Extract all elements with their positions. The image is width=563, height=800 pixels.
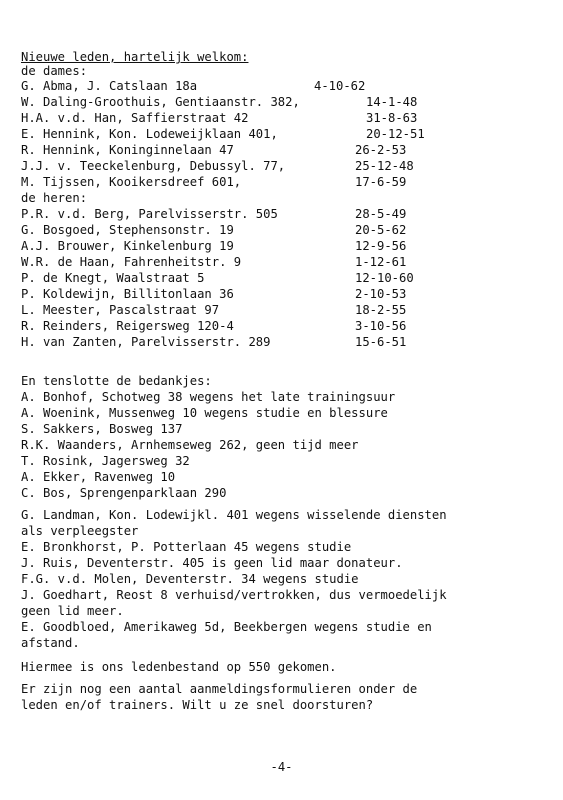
thanks-line: E. Bronkhorst, P. Potterlaan 45 wegens studie xyxy=(21,540,352,554)
member-date: 20-5-62 xyxy=(355,223,407,237)
ladies-label: de dames: xyxy=(21,64,88,78)
member-date: 18-2-55 xyxy=(355,303,407,317)
member-row xyxy=(21,95,541,109)
member-row xyxy=(21,143,541,157)
member-row xyxy=(21,159,541,173)
member-row xyxy=(21,319,541,333)
member-row xyxy=(21,79,541,93)
member-row xyxy=(21,271,541,285)
thanks-line: geen lid meer. xyxy=(21,604,124,618)
member-row xyxy=(21,175,541,189)
member-row xyxy=(21,223,541,237)
heading: Nieuwe leden, hartelijk welkom: xyxy=(21,50,249,64)
thanks-line: A. Woenink, Mussenweg 10 wegens studie en blessure xyxy=(21,406,388,420)
thanks-heading: En tenslotte de bedankjes: xyxy=(21,374,212,388)
member-row xyxy=(21,287,541,301)
closing-line: Hiermee is ons ledenbestand op 550 gekomen. xyxy=(21,660,337,674)
thanks-line: F.G. v.d. Molen, Deventerstr. 34 wegens studie xyxy=(21,572,359,586)
member-name: G. Abma, J. Catslaan 18a xyxy=(21,79,198,93)
thanks-line: E. Goodbloed, Amerikaweg 5d, Beekbergen wegens studie en xyxy=(21,620,432,634)
member-date: 17-6-59 xyxy=(355,175,407,189)
thanks-line: S. Sakkers, Bosweg 137 xyxy=(21,422,183,436)
gentlemen-label: de heren: xyxy=(21,191,88,205)
thanks-line: R.K. Waanders, Arnhemseweg 262, geen tijd meer xyxy=(21,438,359,452)
member-name: M. Tijssen, Kooikersdreef 601, xyxy=(21,175,242,189)
member-row xyxy=(21,335,541,349)
member-date: 12-10-60 xyxy=(355,271,414,285)
member-name: H. van Zanten, Parelvisserstr. 289 xyxy=(21,335,271,349)
member-row xyxy=(21,255,541,269)
thanks-line: C. Bos, Sprengenparklaan 290 xyxy=(21,486,227,500)
member-row xyxy=(21,303,541,317)
closing-line: Er zijn nog een aantal aanmeldingsformulieren onder de xyxy=(21,682,418,696)
member-row xyxy=(21,127,541,141)
member-date: 20-12-51 xyxy=(366,127,425,141)
member-date: 12-9-56 xyxy=(355,239,407,253)
member-name: P. Koldewijn, Billitonlaan 36 xyxy=(21,287,234,301)
member-name: L. Meester, Pascalstraat 97 xyxy=(21,303,220,317)
member-date: 31-8-63 xyxy=(366,111,418,125)
thanks-line: afstand. xyxy=(21,636,80,650)
member-name: P.R. v.d. Berg, Parelvisserstr. 505 xyxy=(21,207,278,221)
member-name: H.A. v.d. Han, Saffierstraat 42 xyxy=(21,111,249,125)
page-number: -4- xyxy=(270,760,293,774)
member-name: A.J. Brouwer, Kinkelenburg 19 xyxy=(21,239,234,253)
member-date: 28-5-49 xyxy=(355,207,407,221)
thanks-line: A. Bonhof, Schotweg 38 wegens het late trainingsuur xyxy=(21,390,396,404)
thanks-line: G. Landman, Kon. Lodewijkl. 401 wegens wisselende diensten xyxy=(21,508,447,522)
thanks-line: als verpleegster xyxy=(21,524,139,538)
member-date: 1-12-61 xyxy=(355,255,407,269)
thanks-line: T. Rosink, Jagersweg 32 xyxy=(21,454,190,468)
member-name: P. de Knegt, Waalstraat 5 xyxy=(21,271,205,285)
member-row xyxy=(21,207,541,221)
member-row xyxy=(21,239,541,253)
member-name: E. Hennink, Kon. Lodeweijklaan 401, xyxy=(21,127,278,141)
member-row xyxy=(21,111,541,125)
member-name: R. Reinders, Reigersweg 120-4 xyxy=(21,319,234,333)
member-name: R. Hennink, Koninginnelaan 47 xyxy=(21,143,234,157)
member-name: W.R. de Haan, Fahrenheitstr. 9 xyxy=(21,255,242,269)
closing-line: leden en/of trainers. Wilt u ze snel doorsturen? xyxy=(21,698,374,712)
member-date: 3-10-56 xyxy=(355,319,407,333)
member-name: J.J. v. Teeckelenburg, Debussyl. 77, xyxy=(21,159,286,173)
member-name: G. Bosgoed, Stephensonstr. 19 xyxy=(21,223,234,237)
member-date: 4-10-62 xyxy=(314,79,366,93)
thanks-line: J. Goedhart, Reost 8 verhuisd/vertrokken, dus vermoedelijk xyxy=(21,588,447,602)
member-name: W. Daling-Groothuis, Gentiaanstr. 382, xyxy=(21,95,300,109)
thanks-line: A. Ekker, Ravenweg 10 xyxy=(21,470,176,484)
member-date: 14-1-48 xyxy=(366,95,418,109)
member-date: 15-6-51 xyxy=(355,335,407,349)
member-date: 25-12-48 xyxy=(355,159,414,173)
thanks-line: J. Ruis, Deventerstr. 405 is geen lid maar donateur. xyxy=(21,556,403,570)
member-date: 2-10-53 xyxy=(355,287,407,301)
member-date: 26-2-53 xyxy=(355,143,407,157)
